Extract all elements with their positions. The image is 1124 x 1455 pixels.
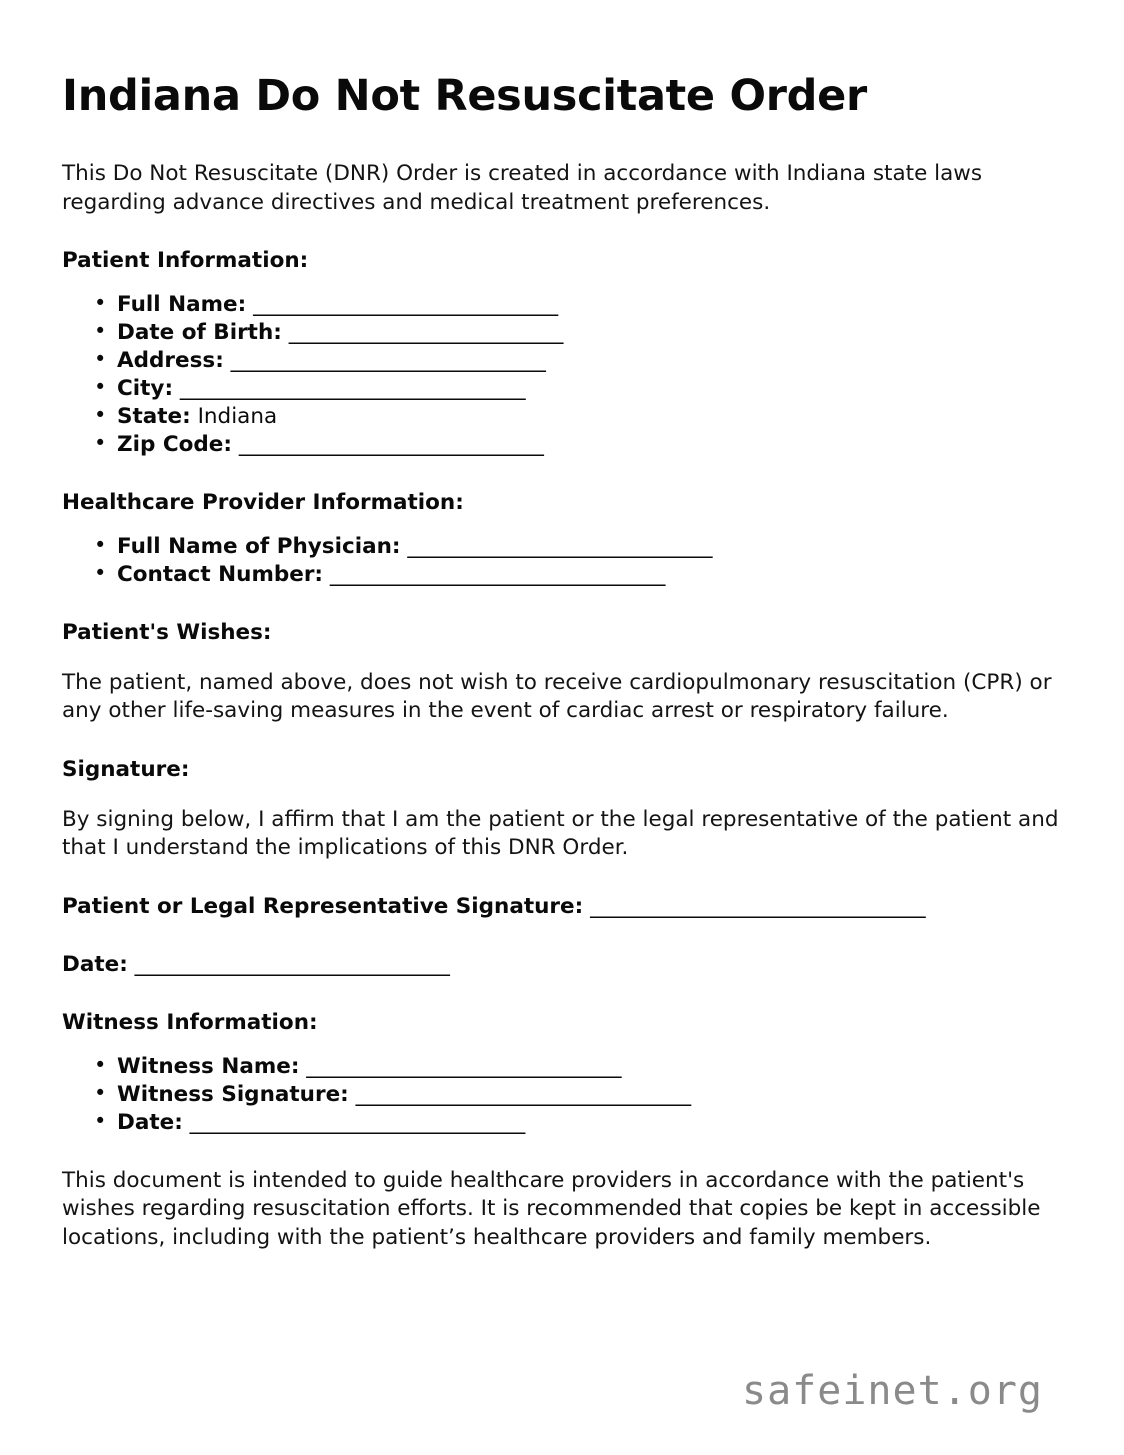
field-blank[interactable]: _______________________________ [306,1053,621,1079]
list-item [62,319,1062,347]
field-blank[interactable]: _________________________________ [329,561,665,587]
spacer [62,921,1062,951]
closing-paragraph: This document is intended to guide healthcare providers in accordance with the patient's wishes regarding resuscitation efforts. It is recommended that copies be kept in accessible locations, including with the patient’s healthcare providers and family members. [62,1167,1041,1250]
signature-body: By signing below, I affirm that I am the patient or the legal representative of the patient and that I understand the implications of this DNR Order. [62,806,1059,861]
spacer [62,1137,1062,1167]
list-item [62,1081,1062,1109]
section-heading-patients-wishes: Patient's Wishes: [62,619,272,645]
page-title: Indiana Do Not Resuscitate Order [62,71,867,121]
spacer [62,589,1062,619]
spacer [62,647,1062,669]
spacer [62,784,1062,806]
spacer [62,459,1062,489]
list-item [62,375,1062,403]
field-label: Date: [117,1109,183,1135]
field-blank[interactable]: _________________________________ [355,1081,691,1107]
section-heading-healthcare-provider-information: Healthcare Provider Information: [62,489,464,515]
field-blank[interactable]: _______________________________ [134,951,450,977]
list-item [62,1053,1062,1081]
field-label: Date of Birth: [117,320,282,346]
field-blank[interactable]: _______________________________ [230,348,546,374]
field-label: Full Name of Physician: [117,533,401,559]
spacer [62,726,1062,756]
witness-information-list [62,1053,1062,1137]
field-blank[interactable]: ___________________________ [288,320,563,346]
intro-paragraph: This Do Not Resuscitate (DNR) Order is created in accordance with Indiana state laws regarding advance directives and medical treatment preferences. [62,161,983,215]
spacer [62,120,1062,160]
field-label: Contact Number: [117,561,324,587]
field-label: Witness Signature: [117,1081,349,1107]
field-blank[interactable]: __________________________________ [179,376,525,402]
section-heading-witness-information: Witness Information: [62,1009,318,1035]
patient-signature-field [62,893,1062,921]
list-item [62,1109,1062,1137]
list-item [62,403,1062,431]
field-blank[interactable]: ______________________________ [253,292,558,318]
field-value: Indiana [197,404,278,430]
field-label: Date: [62,951,128,977]
field-blank[interactable]: ______________________________ [238,431,544,457]
field-label: Zip Code: [117,431,232,457]
list-item [62,533,1062,561]
field-blank[interactable]: ______________________________ [407,533,712,559]
field-label: City: [117,376,174,402]
list-item [62,347,1062,375]
spacer [62,517,1062,533]
spacer [62,979,1062,1009]
list-item [62,561,1062,589]
field-label: Address: [117,348,224,374]
section-heading-signature: Signature: [62,756,190,782]
field-label: Full Name: [117,292,247,318]
field-blank[interactable]: _________________________________ [590,893,926,919]
spacer [62,863,1062,893]
field-label: Witness Name: [117,1053,300,1079]
patients-wishes-body: The patient, named above, does not wish to receive cardiopulmonary resuscitation (CPR) or any other life-saving measures in the event of cardiac arrest or respiratory failure. [62,669,1052,724]
list-item [62,431,1062,459]
field-label: State: [117,404,191,430]
document-content [62,62,1062,1252]
patient-information-list [62,291,1062,459]
spacer [62,217,1062,247]
spacer [62,1037,1062,1053]
site-watermark: safeinet.org [742,1368,1043,1414]
spacer [62,275,1062,291]
section-heading-patient-information: Patient Information: [62,248,309,274]
field-blank[interactable]: _________________________________ [189,1109,525,1135]
field-label: Patient or Legal Representative Signature: [62,893,584,919]
healthcare-provider-list [62,533,1062,589]
patient-signature-date-field [62,951,1062,979]
list-item [62,291,1062,319]
